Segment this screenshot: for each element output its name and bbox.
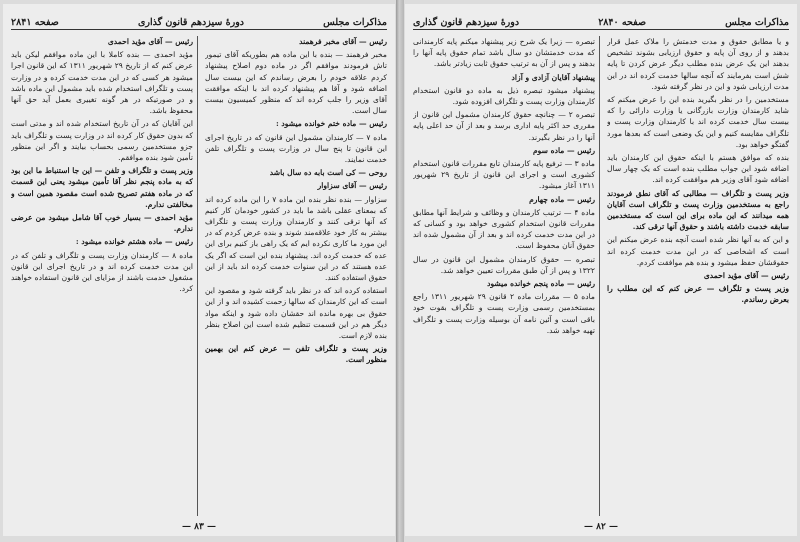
- speaker-line: مؤید احمدی — بسیار خوب آقا شامل میشود من عرضی ندارم.: [11, 213, 193, 234]
- text-paragraph: تبصره ۲ — چنانچه حقوق کارمندان مشمول این قانون از مقرری حد اکثر پایه اداری برسد و بعد از آن حد اعلی پایه آنها را در نظر بگیرند.: [413, 110, 595, 142]
- speaker-line: رئیس — آقای سزاوار: [317, 181, 387, 191]
- speaker-line: وزیر پست و تلگراف و تلفن — این جا استنباط ما این بود که به ماده پنجم نظر آقا تأمین میشود یعنی این قسمت که در ماده هفتم تصریح شده است مقصود همین است و مخالفتی ندارم.: [11, 166, 193, 209]
- speaker-line: وزیر پست و تلگراف — مطالبی که آقای نطق فرمودند راجع به مستخدمین وزارت پست و تلگراف است آقایان همه میدانند که این ماده برای این است که مستخدمین سابقه خدمت داشته باشند و حقوق آنها ترقی کند.: [607, 188, 789, 232]
- right-page-column-2: [413, 36, 595, 516]
- book-gutter: [396, 0, 404, 542]
- speaker-line: رئیس — ماده پنجم خوانده میشود: [487, 279, 595, 289]
- speaker-line: رئیس — آقای مؤید احمدی: [107, 37, 193, 46]
- text-paragraph: تبصره — حقوق کارمندان مشمول این قانون در سال ۱۳۲۲ و پس از آن طبق مقررات تعیین خواهد شد.: [413, 254, 595, 275]
- text-paragraph: این آقایان که در آن تاریخ استخدام شده اند و مدتی است که بدون حقوق کار کرده اند در وزارت پست و تلگراف باید جزو مستخدمین رسمی بحساب بیایند و اگر این منظور تأمین شود بنده موافقم.: [11, 119, 193, 163]
- text-paragraph: تبصره — زیرا یک شرح زیر پیشنهاد میکنم پایه کارمندانی که مدت خدمتشان دو سال باشد تمام حقوق پایه آنها را بدهند و پس از آن به ترتیب حقوق ثابت زیادتر باشد.: [413, 37, 595, 69]
- speaker-line: پیشنهاد آقایان آزادی و آزاد: [511, 72, 595, 82]
- speaker-line: رئیس — ماده سوم: [532, 145, 595, 155]
- speaker-line: رئیس — ماده چهارم: [529, 194, 595, 204]
- text-paragraph: ماده ۴ — ترتیب کارمندان و وظائف و شرایط آنها مطابق مقررات قانون استخدام کشوری خواهد بود و کسانی که در این مدت خدمت کرده اند و بعد از آن مشمول شده اند حقوق آنان محفوظ است.: [413, 207, 595, 251]
- text-paragraph: و یا مطابق حقوق و مدت خدمتش را ملاک عمل قرار بدهند و از روی آن پایه و حقوق ارزیابی بشوند تشخیص بدهند این یک عرض بنده مطلب دیگر عرض کردن تا پایه شش است بفرمایند که آنچه سالها خدمت کرده اند در این مدت ارزیابی شود و این در نظر گرفته شود.: [607, 37, 789, 91]
- text-paragraph: ماده ۵ — مقررات ماده ۲ قانون ۲۹ شهریور ۱۳۱۱ راجع بمستخدمین رسمی وزارت پست و تلگراف بقوت خود باقی است و آئین نامه آن بوسیله وزارت پست و تلگراف تهیه خواهد شد.: [413, 292, 595, 335]
- left-header-page-number: صفحه ۲۸۴۱: [11, 17, 59, 28]
- right-header-page-number: صفحه ۲۸۴۰: [598, 17, 647, 28]
- left-header-title: دورهٔ سیزدهم قانون گذاری: [137, 17, 245, 28]
- text-paragraph: پیشنهاد میشود تبصره ذیل به ماده دو قانون استخدام کارمندان وزارت پست و تلگراف افزوده شود.: [413, 85, 595, 107]
- text-paragraph: استفاده کرده اند که در نظر باید گرفته شود و مقصود این است که این کارمندان که سالها زحمت کشیده اند و از این حقوق بی بهره مانده اند حقشان داده شود و اینکه مواد دیگر هم در این قسمت تنظیم شده است این اصلاح بنظر بنده لازم است.: [205, 286, 387, 341]
- right-page-header: [413, 10, 789, 30]
- handwritten-ink-line: وزیر پست و تلگراف — عرض کنم که این مطلب را بعرض رساندم.: [607, 284, 789, 305]
- text-paragraph: مؤید احمدی — بنده کاملا با این ماده موافقم لیکن باید عرض کنم که از تاریخ ۲۹ شهریور ۱۳۱۱ که این قانون اجرا میشود هر کسی که در این مدت خدمت کرده و در وزارت پست و تلگراف استخدام شده باید مشمول این ماده باشد و در صورتیکه در هر گونه تغییری بعمل آید حق آنها محفوظ باشد.: [11, 50, 193, 116]
- handwritten-ink-line: رئیس — آقای مؤید احمدی: [703, 271, 789, 281]
- right-page-column-1: [607, 36, 789, 516]
- speaker-line: رئیس — ماده ختم خوانده میشود :: [275, 119, 387, 129]
- text-paragraph: مخبر فرهمند — بنده با این ماده هم بطوریکه آقای تیمور تاش فرمودند موافقم اگر در ماده دوم اصلاح پیشنهاد کردم علاقه خودم را بعرض رساندم که این بیست سال اضافه شود و آقا هم پیشنهاد کرده اند با اینکه موافقت آقای وزیر را جلب کرده اند که منظور کمیسیون بیست سال است.: [205, 50, 387, 116]
- text-paragraph: بنده که موافق هستم با اینکه حقوق این کارمندان باید اضافه شود این جواب مطلب بنده است که یک چهار سال اضافه شود آقای وزیر هم موافقت کرده اند.: [607, 153, 789, 185]
- text-paragraph: ماده ۸ — کارمندان وزارت پست و تلگراف و تلفن که در این مدت خدمت کرده اند و در تاریخ اجرای این قانون مشغول خدمت باشند از مزایای این قانون استفاده خواهند کرد.: [11, 250, 193, 294]
- speaker-line: رئیس — آقای مخبر فرهمند: [299, 37, 387, 46]
- column-divider: [599, 36, 600, 516]
- text-paragraph: ماده ۳ — ترفیع پایه کارمندان تابع مقررات قانون استخدام کشوری است و اجرای این قانون از تاریخ ۲۹ شهریور ۱۳۱۱ آغاز میشود.: [413, 159, 595, 191]
- right-page: [405, 4, 797, 536]
- right-header-title: دورهٔ سیزدهم قانون گذاری: [413, 17, 520, 28]
- left-page: [3, 4, 395, 536]
- handwritten-ink-line: وزیر پست و تلگراف تلفن — عرض کنم این بهمین منظور است.: [205, 344, 387, 365]
- right-page-footer: — ۸۲ —: [584, 522, 618, 532]
- left-header-section: مذاکرات مجلس: [323, 17, 387, 28]
- speaker-line: روحی — کی است بابه ده سال باشد: [269, 168, 387, 178]
- left-page-header: [11, 10, 387, 30]
- text-paragraph: مستخدمین را در نظر بگیرید بنده این را عرض میکنم که شاید کارمندان وزارت بازرگانی یا وزارت دارائی را که بیست سال خدمت کرده اند با کارمندان وزارت پست و تلگراف مقایسه کنیم و این یک وضعی است که بعدها مورد گفتگو خواهد بود.: [607, 95, 789, 149]
- left-page-column-2: [11, 36, 193, 516]
- speaker-line: رئیس — ماده هشتم خوانده میشود :: [75, 237, 193, 247]
- column-divider: [197, 36, 198, 516]
- text-paragraph: و این که به آنها نظر شده است آنچه بنده عرض میکنم این است که اشخاصی که در این مدت خدمت کرده اند حقوقشان حفظ میشود و بنده هم موافقت کردم.: [607, 235, 789, 267]
- right-header-section: مذاکرات مجلس: [725, 17, 789, 28]
- left-page-column-1: [205, 36, 387, 516]
- left-page-footer: — ۸۳ —: [182, 522, 216, 532]
- text-paragraph: ماده ۷ — کارمندان مشمول این قانون که در تاریخ اجرای این قانون تا پنج سال در وزارت پست و تلگراف تلفن خدمت نمایند.: [205, 132, 387, 165]
- text-paragraph: سزاوار — بنده نظر بنده این ماده ۷ را این ماده کرده اند که بمعنای عقلی باشد ما باید در کشور خودمان کار کنیم که آنها ترقی کنند و کارمندان وزارت پست و تلگراف بیشتر به کار خود علاقه‌مند شوند و بنده عرض کردم که در این مورد ما کاری نکرده ایم که یک راهی باز کنیم برای این عده که خدمت کرده اند. پیشنهاد بنده این است که اگر یک عده هستند که در این سنوات خدمت کرده اند باید از این حقوق استفاده کنند.: [205, 194, 387, 283]
